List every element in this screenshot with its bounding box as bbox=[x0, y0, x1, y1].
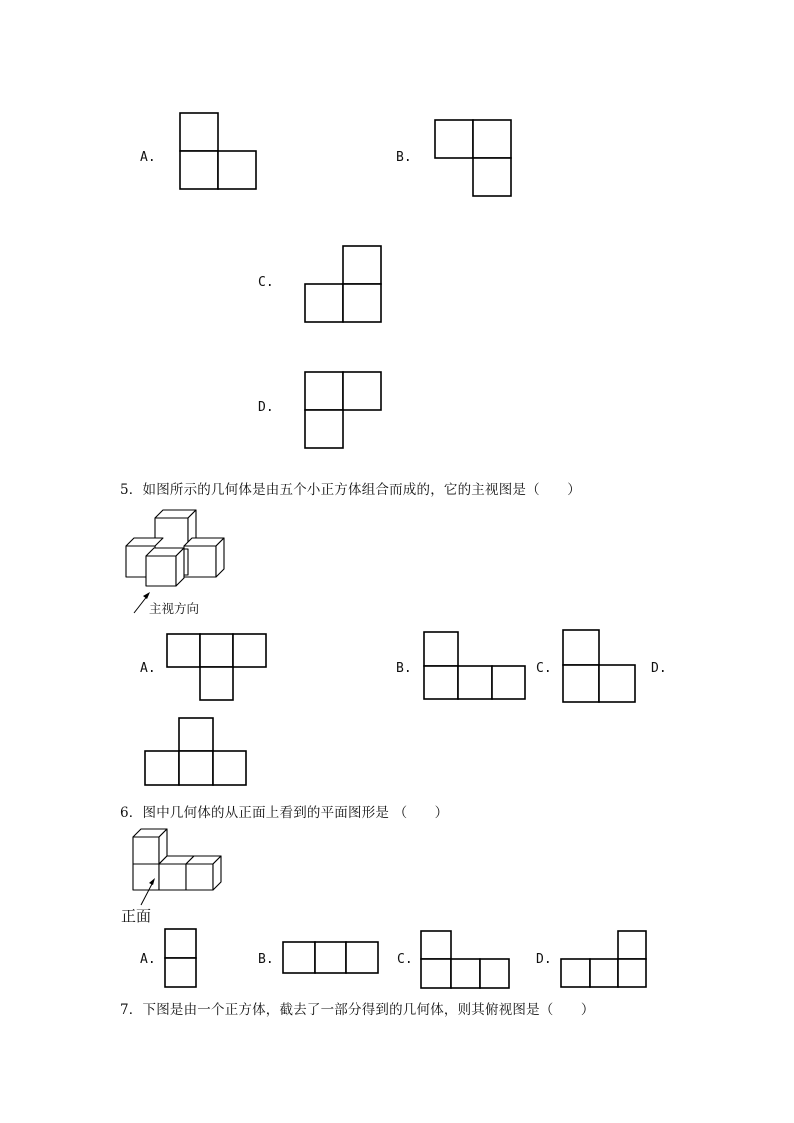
q5-question-text: 5．如图所示的几何体是由五个小正方体组合而成的，它的主视图是（ ） bbox=[120, 482, 581, 498]
q4-option-a-label[interactable]: A. bbox=[140, 150, 156, 165]
q4-option-b-label[interactable]: B. bbox=[396, 150, 412, 165]
q6-option-a-label[interactable]: A. bbox=[140, 952, 156, 967]
q6-front-label: 正面 bbox=[121, 907, 152, 925]
q5-option-d-label[interactable]: D. bbox=[651, 661, 667, 676]
q4-option-c-label[interactable]: C. bbox=[258, 275, 274, 290]
q6-option-d-label[interactable]: D. bbox=[536, 952, 552, 967]
q5-option-a-label[interactable]: A. bbox=[140, 661, 156, 676]
q6-option-b-label[interactable]: B. bbox=[258, 952, 274, 967]
q6-option-c-label[interactable]: C. bbox=[397, 952, 413, 967]
q5-option-c-label[interactable]: C. bbox=[536, 661, 552, 676]
q5-option-b-label[interactable]: B. bbox=[396, 661, 412, 676]
q5-view-direction-label: 主视方向 bbox=[149, 601, 200, 616]
q6-question-text: 6．图中几何体的从正面上看到的平面图形是 （ ） bbox=[120, 805, 449, 821]
q4-option-d-label[interactable]: D. bbox=[258, 400, 274, 415]
q7-question-text: 7．下图是由一个正方体，截去了一部分得到的几何体，则其俯视图是（ ） bbox=[120, 1002, 595, 1018]
